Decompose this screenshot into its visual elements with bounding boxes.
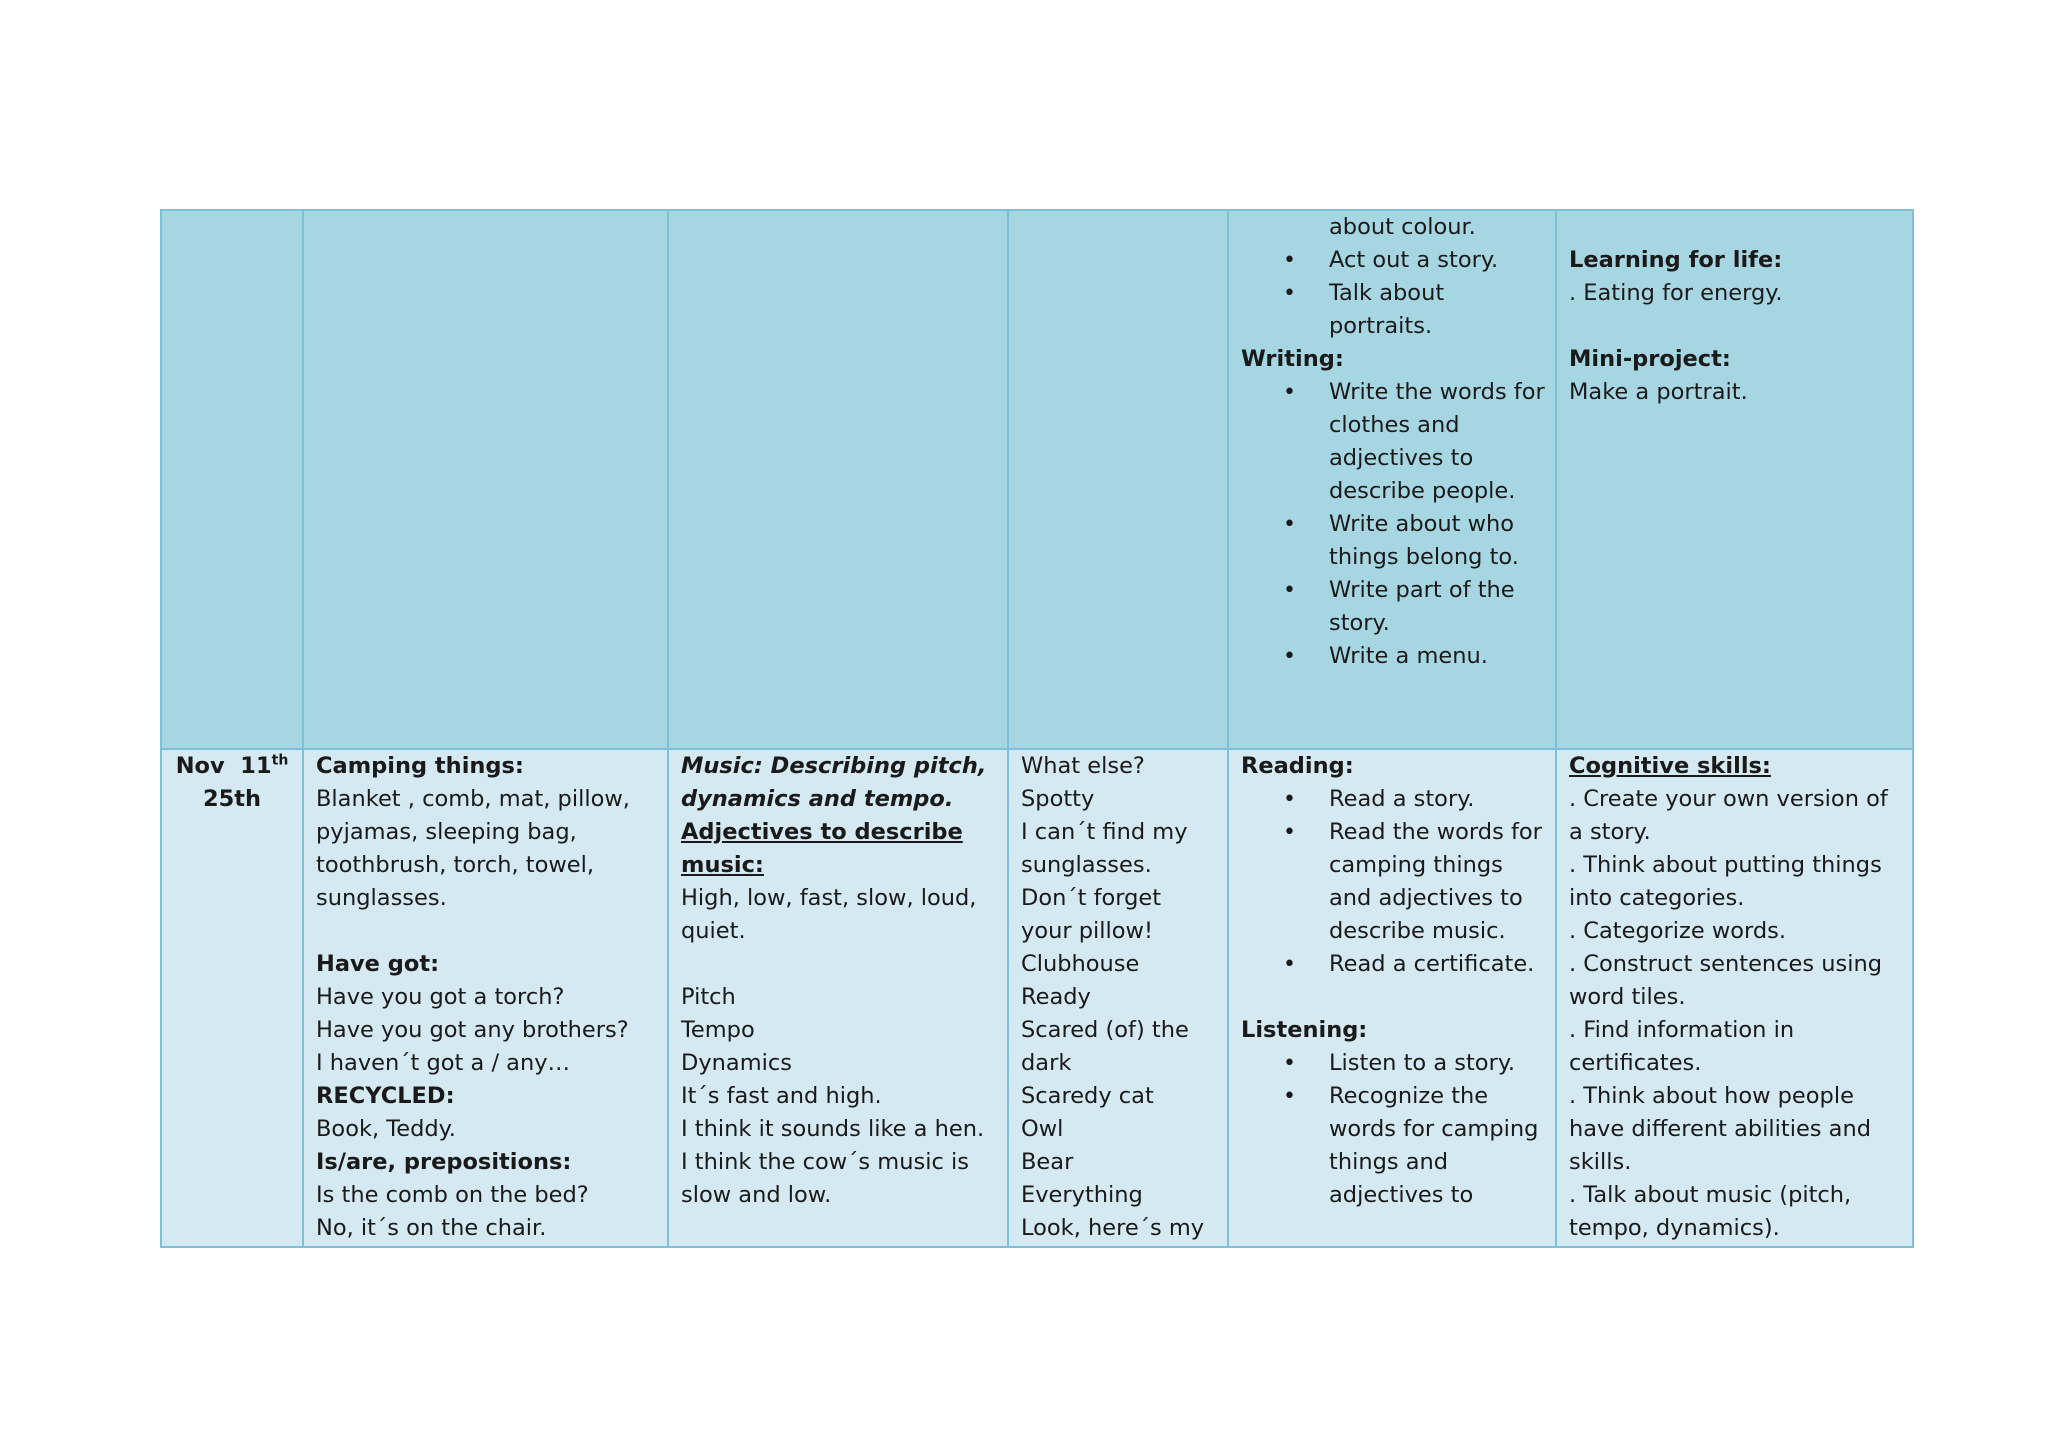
- camping-things-heading: Camping things:: [316, 753, 524, 779]
- mini-project-heading: Mini-project:: [1569, 346, 1731, 372]
- learning-for-life-heading: Learning for life:: [1569, 247, 1783, 273]
- list-item: • Read a story.: [1241, 783, 1545, 816]
- cognitive-cell: [1556, 749, 1913, 1247]
- cognitive-skills-list: . Create your own version of a story. . Think about putting things into categories. . Categorize words. . Construct sentences using word tiles. . Find information in certificates. . Think about how people have different abilities and skills. . Talk about music (pitch, tempo, dynamics).: [1569, 786, 1888, 1241]
- camping-things-list: Blanket , comb, mat, pillow, pyjamas, sleeping bag, toothbrush, torch, towel, sunglasses.: [316, 786, 630, 911]
- list-item: • Write part of the story.: [1241, 574, 1545, 640]
- expressions-cell: [1008, 749, 1228, 1247]
- competences-cell: [1556, 210, 1913, 749]
- is-are-heading: Is/are, prepositions:: [316, 1149, 572, 1175]
- listening-heading: Listening:: [1241, 1017, 1368, 1043]
- recycled-heading: RECYCLED:: [316, 1083, 455, 1109]
- expressions-cell-empty: [1008, 210, 1228, 749]
- expressions-list: What else? Spotty I can´t find my sunglasses. Don´t forget your pillow! Clubhouse Ready Scared (of) the dark Scaredy cat Owl Bear Everything Look, here´s my: [1021, 753, 1205, 1241]
- vocabulary-cell: [303, 749, 668, 1247]
- skills-cell: [1228, 749, 1556, 1247]
- is-are-examples: Is the comb on the bed? No, it´s on the chair.: [316, 1182, 589, 1241]
- table-row-continued: [161, 210, 1913, 749]
- music-terms: Pitch Tempo Dynamics It´s fast and high. I think it sounds like a hen. I think the cow´s music is slow and low.: [681, 984, 985, 1208]
- list-item: • Read a certificate.: [1241, 948, 1545, 981]
- writing-bullet-list: [1241, 376, 1545, 673]
- list-item: • Write about who things belong to.: [1241, 508, 1545, 574]
- cognitive-skills-heading: Cognitive skills:: [1569, 753, 1771, 779]
- reading-heading: Reading:: [1241, 753, 1354, 779]
- adjectives-list: High, low, fast, slow, loud, quiet.: [681, 885, 977, 944]
- recycled-text: Book, Teddy.: [316, 1116, 456, 1142]
- listening-bullet-list: [1241, 1047, 1545, 1212]
- music-cell: [668, 749, 1008, 1247]
- table-row-nov: [161, 749, 1913, 1247]
- list-item: • Talk about portraits.: [1241, 277, 1545, 343]
- have-got-heading: Have got:: [316, 951, 440, 977]
- date-first: Nov 11th: [175, 752, 289, 779]
- list-item: • Read the words for camping things and adjectives to describe music.: [1241, 816, 1545, 948]
- lesson-plan-table: [160, 209, 1914, 1248]
- adjectives-heading: Adjectives to describe music:: [681, 819, 963, 878]
- list-item: • Act out a story.: [1241, 244, 1545, 277]
- list-item: • Recognize the words for camping things and adjectives to: [1241, 1080, 1545, 1212]
- list-item: • Write a menu.: [1241, 640, 1545, 673]
- skills-bullet-list: [1241, 244, 1545, 343]
- date-cell-empty: [161, 210, 303, 749]
- skills-continued-text: about colour.: [1329, 214, 1476, 240]
- skills-cell: [1228, 210, 1556, 749]
- vocab-cell-empty: [303, 210, 668, 749]
- date-second: 25th: [202, 786, 262, 812]
- list-item: • Listen to a story.: [1241, 1047, 1545, 1080]
- music-heading: Music: Describing pitch, dynamics and tempo.: [681, 753, 987, 812]
- learning-for-life-text: . Eating for energy.: [1569, 280, 1783, 306]
- date-cell: [161, 749, 303, 1247]
- language-cell-empty: [668, 210, 1008, 749]
- writing-heading: Writing:: [1241, 346, 1344, 372]
- mini-project-text: Make a portrait.: [1569, 379, 1748, 405]
- list-item: • Write the words for clothes and adjectives to describe people.: [1241, 376, 1545, 508]
- reading-bullet-list: [1241, 783, 1545, 981]
- have-got-examples: Have you got a torch? Have you got any brothers? I haven´t got a / any…: [316, 984, 629, 1076]
